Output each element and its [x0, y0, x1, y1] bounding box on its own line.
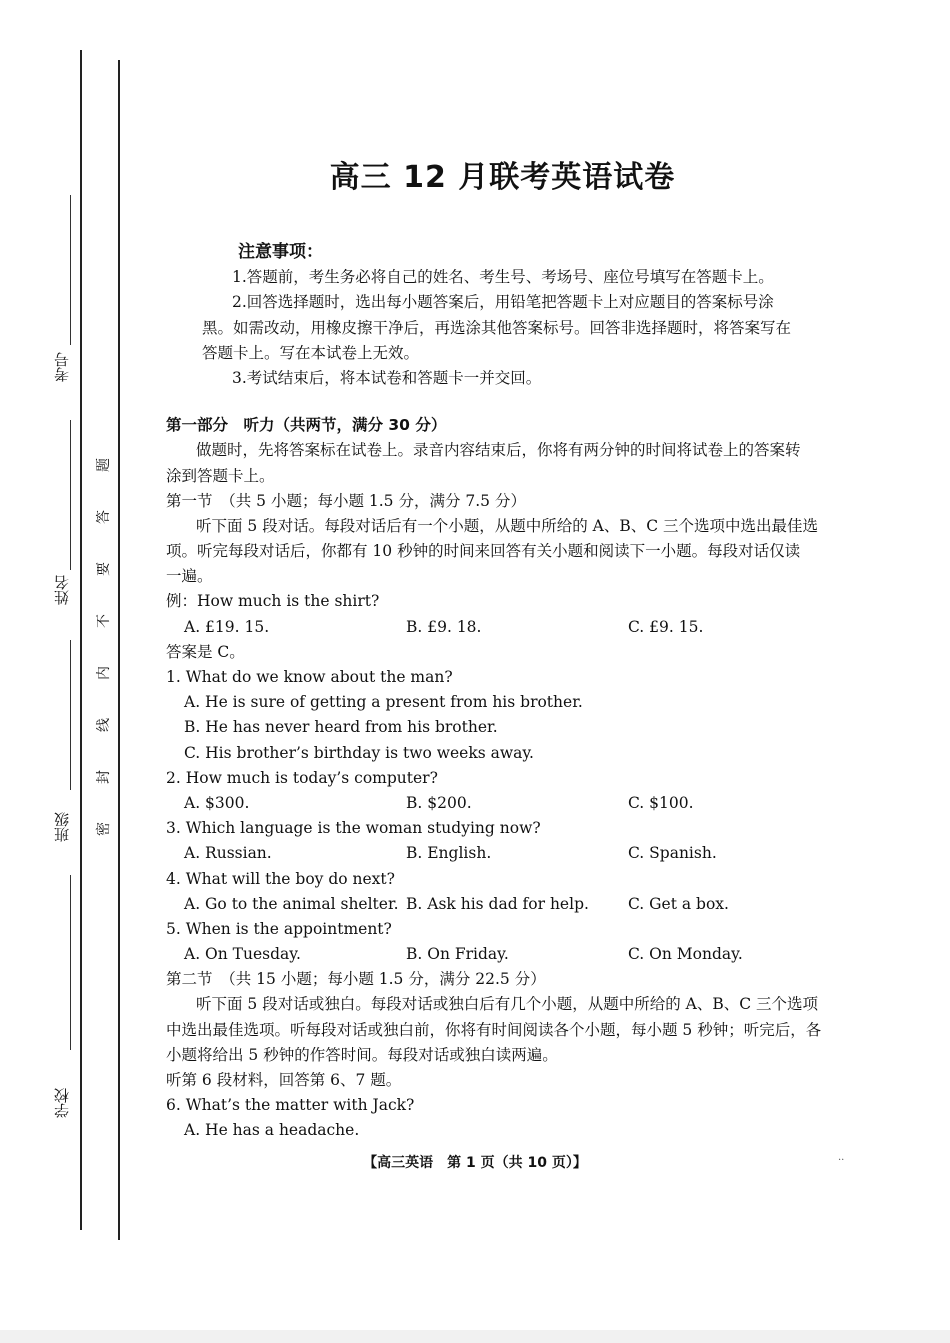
section2-instruction: 小题将给出 5 秒钟的作答时间。每段对话或独白读两遍。: [166, 1045, 558, 1064]
seal-notice-char: 题: [96, 458, 112, 472]
part1-heading: 第一部分 听力（共两节，满分 30 分）: [166, 416, 447, 435]
question-3-option-b: B. English.: [406, 844, 492, 863]
notes-line: 黑。如需改动，用橡皮擦干净后，再选涂其他答案标号。回答非选择题时，将答案写在: [202, 318, 792, 337]
notes-line: 3.考试结束后，将本试卷和答题卡一并交回。: [232, 368, 542, 387]
seal-notice-char: 内: [96, 666, 112, 680]
example-option-c: C. £9. 15.: [628, 617, 704, 636]
question-1-option-a: A. He is sure of getting a present from his brother.: [184, 693, 583, 712]
binding-line-outer: [118, 60, 120, 1240]
question-4-option-a: A. Go to the animal shelter.: [184, 894, 399, 913]
field-label-name: 姓名: [53, 575, 71, 605]
section2-instruction: 听下面 5 段对话或独白。每段对话或独白后有几个小题，从题中所给的 A、B、C 三个选项: [196, 995, 819, 1014]
page-footer: 【高三英语 第 1 页（共 10 页）】: [363, 1155, 587, 1171]
notes-block: [166, 240, 851, 391]
scan-bottom-band: [0, 1330, 950, 1343]
field-line-class: [70, 640, 71, 790]
material-6-heading: 听第 6 段材料，回答第 6、7 题。: [166, 1071, 402, 1089]
question-4-options: [166, 892, 851, 917]
question-5-option-b: B. On Friday.: [406, 945, 509, 964]
field-line-name: [70, 420, 71, 570]
question-2-option-a: A. $300.: [184, 793, 250, 812]
question-3: 3. Which language is the woman studying now?: [166, 819, 541, 838]
question-1: 1. What do we know about the man?: [166, 668, 453, 686]
question-5-options: [166, 942, 851, 967]
field-label-exam-number: 考号: [53, 352, 71, 382]
notes-line: 1.答题前，考生务必将自己的姓名、考生号、考场号、座位号填写在答题卡上。: [232, 268, 774, 287]
part1-intro-line: 涂到答题卡上。: [166, 466, 275, 485]
question-1-option-c: C. His brother’s birthday is two weeks away.: [184, 743, 534, 762]
question-5-option-c: C. On Monday.: [628, 945, 743, 964]
question-4-option-b: B. Ask his dad for help.: [406, 894, 589, 913]
section1-instruction: 听下面 5 段对话。每段对话后有一个小题，从题中所给的 A、B、C 三个选项中选出最佳选: [196, 516, 819, 535]
question-1-option-b: B. He has never heard from his brother.: [184, 718, 498, 737]
question-2: 2. How much is today’s computer?: [166, 768, 438, 787]
section1-instruction: 一遍。: [166, 567, 213, 586]
question-6: 6. What’s the matter with Jack?: [166, 1096, 415, 1115]
field-line-exam-number: [70, 195, 71, 345]
section1-heading: 第一节 （共 5 小题；每小题 1.5 分，满分 7.5 分）: [166, 491, 526, 510]
seal-notice-char: 不: [96, 614, 112, 628]
section2-heading: 第二节 （共 15 小题；每小题 1.5 分，满分 22.5 分）: [166, 970, 546, 989]
field-label-class: 班级: [53, 812, 71, 842]
example-question: 例：How much is the shirt?: [166, 592, 380, 611]
question-2-option-b: B. $200.: [406, 793, 472, 812]
part1-intro-line: 做题时，先将答案标在试卷上。录音内容结束后，你将有两分钟的时间将试卷上的答案转: [196, 441, 801, 460]
exam-content: [166, 240, 851, 1144]
question-3-option-a: A. Russian.: [184, 844, 272, 863]
seal-notice-char: 要: [96, 562, 112, 576]
seal-notice-char: 答: [96, 510, 112, 524]
example-answer: 答案是 C。: [166, 642, 245, 661]
question-5: 5. When is the appointment?: [166, 919, 392, 938]
notes-heading: 注意事项：: [238, 242, 323, 262]
seal-notice-char: 封: [96, 770, 112, 784]
binding-line-inner: [80, 50, 82, 1230]
question-4-option-c: C. Get a box.: [628, 894, 729, 913]
example-options: [166, 615, 851, 640]
question-5-option-a: A. On Tuesday.: [184, 945, 301, 964]
question-2-options: [166, 791, 851, 816]
section1-instruction: 项。听完每段对话后，你都有 10 秒钟的时间来回答有关小题和阅读下一小题。每段对话仅读: [166, 542, 801, 561]
field-line-school: [70, 875, 71, 1050]
notes-line: 答题卡上。写在本试卷上无效。: [202, 343, 420, 362]
example-option-a: A. £19. 15.: [184, 617, 270, 636]
field-label-school: 学校: [53, 1088, 71, 1118]
question-3-option-c: C. Spanish.: [628, 844, 717, 863]
section2-instruction: 中选出最佳选项。听每段对话或独白前，你将有时间阅读各个小题，每小题 5 秒钟；听完后，各: [166, 1020, 822, 1039]
seal-notice-char: 线: [96, 718, 112, 732]
question-2-option-c: C. $100.: [628, 793, 694, 812]
footer-dots: ..: [838, 1152, 845, 1163]
question-4: 4. What will the boy do next?: [166, 869, 395, 888]
page-title: 高三 12 月联考英语试卷: [329, 160, 676, 195]
notes-line: 2.回答选择题时，选出每小题答案后，用铅笔把答题卡上对应题目的答案标号涂: [232, 293, 774, 312]
question-6-option-a: A. He has a headache.: [184, 1121, 360, 1140]
example-option-b: B. £9. 18.: [406, 617, 482, 636]
question-3-options: [166, 841, 851, 866]
seal-notice-char: 密: [96, 822, 112, 836]
